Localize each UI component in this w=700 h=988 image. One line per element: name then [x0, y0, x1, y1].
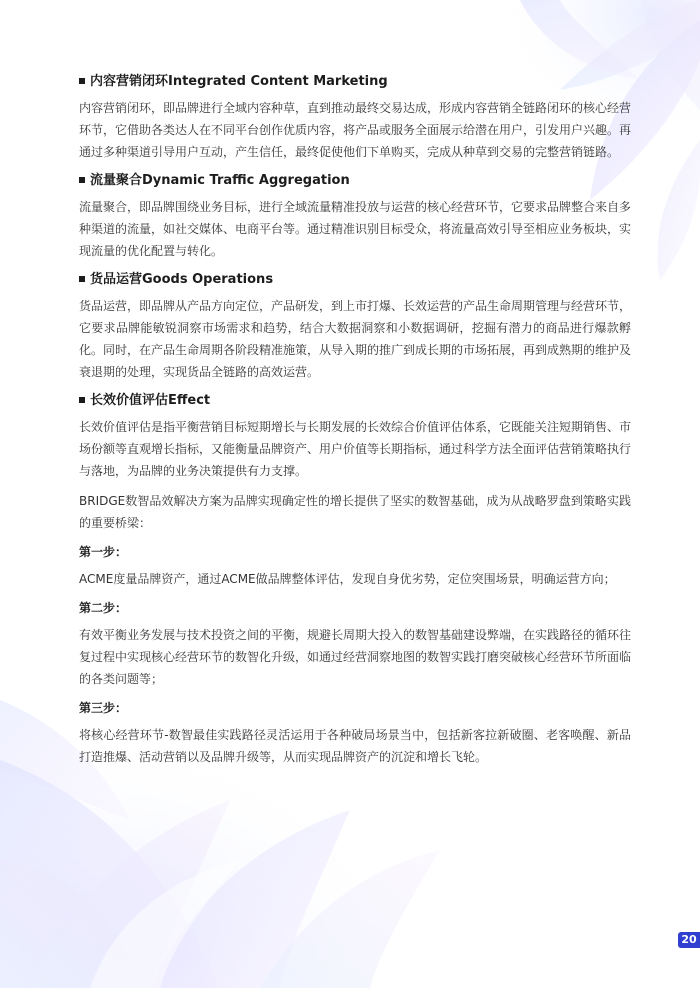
section-heading	[79, 270, 631, 290]
square-bullet-icon	[79, 397, 85, 403]
section-body: 长效价值评估是指平衡营销目标短期增长与长期发展的长效综合价值评估体系，它既能关注短期销售、市场份额等直观增长指标，又能衡量品牌资产、用户价值等长期指标，通过科学方法全面评估营销策略执行与落地，为品牌的业务决策提供有力支撑。	[79, 420, 632, 478]
section-content-marketing	[79, 72, 631, 163]
section-body: 货品运营，即品牌从产品方向定位，产品研发，到上市打爆、长效运营的产品生命周期管理与经营环节，它要求品牌能敏锐洞察市场需求和趋势，结合大数据洞察和小数据调研，挖掘有潜力的商品进行爆款孵化。同时，在产品生命周期各阶段精准施策，从导入期的推广到成长期的市场拓展，再到成熟期的维护及衰退期的处理，实现货品全链路的高效运营。	[79, 299, 632, 379]
step-label: 第二步：	[79, 601, 128, 615]
step-text: 有效平衡业务发展与技术投资之间的平衡，规避长周期大投入的数智基础建设弊端，在实践路径的循环往复过程中实现核心经营环节的数智化升级，如通过经营洞察地图的数智实践打磨突破核心经营环节所面临的各类问题等；	[79, 628, 632, 686]
section-heading-text: 内容营销闭环Integrated Content Marketing	[90, 74, 388, 89]
section-effect	[79, 391, 631, 482]
step-text: ACME度量品牌资产，通过ACME做品牌整体评估，发现自身优劣势，定位突围场景，明确运营方向；	[79, 572, 616, 586]
section-heading-text: 货品运营Goods Operations	[90, 272, 274, 287]
section-heading-text: 长效价值评估Effect	[90, 393, 211, 408]
square-bullet-icon	[79, 78, 85, 84]
section-heading	[79, 391, 631, 411]
summary-paragraph: BRIDGE数智品效解决方案为品牌实现确定性的增长提供了坚实的数智基础，成为从战略罗盘到策略实践的重要桥梁：	[79, 494, 631, 530]
section-heading	[79, 72, 631, 92]
main-content	[79, 72, 631, 776]
square-bullet-icon	[79, 177, 85, 183]
step-text: 将核心经营环节-数智最佳实践路径灵活运用于各种破局场景当中，包括新客拉新破圈、老客唤醒、新品打造推爆、活动营销以及品牌升级等，从而实现品牌资产的沉淀和增长飞轮。	[79, 728, 631, 764]
step-label: 第三步：	[79, 701, 128, 715]
section-heading	[79, 171, 631, 191]
square-bullet-icon	[79, 276, 85, 282]
section-heading-text: 流量聚合Dynamic Traffic Aggregation	[90, 173, 350, 188]
section-goods-operations	[79, 270, 631, 383]
section-body: 内容营销闭环，即品牌进行全域内容种草，直到推动最终交易达成，形成内容营销全链路闭环的核心经营环节，它借助各类达人在不同平台创作优质内容，将产品或服务全面展示给潜在用户，引发用户兴趣。再通过多种渠道引导用户互动，产生信任，最终促使他们下单购买，完成从种草到交易的完整营销链路。	[79, 101, 632, 159]
step-label: 第一步：	[79, 545, 128, 559]
page-number: 20	[678, 932, 700, 948]
section-traffic-aggregation	[79, 171, 631, 262]
section-body: 流量聚合，即品牌围绕业务目标，进行全域流量精准投放与运营的核心经营环节，它要求品牌整合来自多种渠道的流量，如社交媒体、电商平台等。通过精准识别目标受众，将流量高效引导至相应业务板块，实现流量的优化配置与转化。	[79, 200, 632, 258]
